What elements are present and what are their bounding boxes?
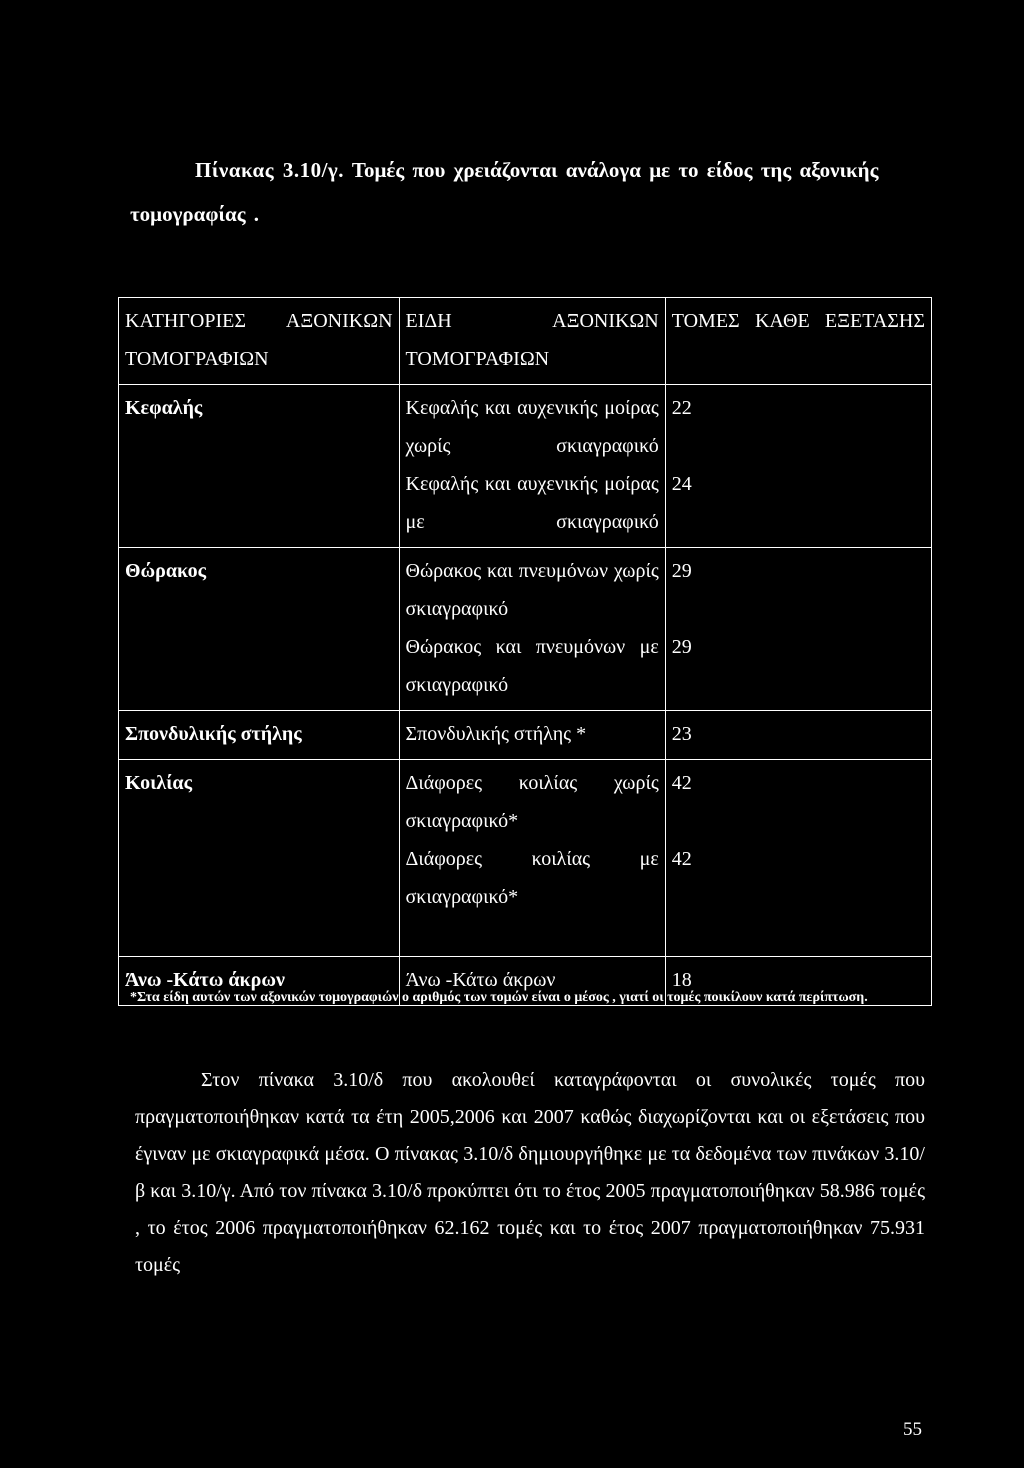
type-item: Θώρακος και πνευμόνων με σκιαγραφικό xyxy=(405,636,659,696)
slices-value: 29 xyxy=(671,636,692,658)
slices-value: 29 xyxy=(671,560,692,582)
caption-label: Πίνακας 3.10/γ. xyxy=(195,158,344,182)
type-item: Κεφαλής και αυχενικής μοίρας χωρίς σκιαγραφικό xyxy=(405,397,659,457)
header-categories: ΚΑΤΗΓΟΡΙΕΣ ΑΞΟΝΙΚΩΝ ΤΟΜΟΓΡΑΦΙΩΝ xyxy=(119,298,400,385)
slices-value: 42 xyxy=(671,848,692,870)
type-item: Διάφορες κοιλίας χωρίς σκιαγραφικό* xyxy=(405,772,659,832)
type-item: Κεφαλής και αυχενικής μοίρας με σκιαγραφικό xyxy=(405,473,659,533)
table-row xyxy=(119,711,932,760)
type-cell: Σπονδυλικής στήλης * xyxy=(399,711,665,760)
slices-cell xyxy=(665,385,931,548)
slices-value: 42 xyxy=(671,772,692,794)
category-cell: Κεφαλής xyxy=(119,385,400,548)
category-cell: Κοιλίας xyxy=(119,760,400,957)
slices-cell xyxy=(665,548,931,711)
table-footnote: *Στα είδη αυτών των αξονικών τομογραφιών ο αριθμός των τομών είναι ο μέσος , γιατί οι τομές ποικίλουν κατά περίπτωση. xyxy=(130,990,868,1005)
table-row xyxy=(119,385,932,548)
category-cell: Σπονδυλικής στήλης xyxy=(119,711,400,760)
body-paragraph: Στον πίνακα 3.10/δ που ακολουθεί καταγράφονται οι συνολικές τομές που πραγματοποιήθηκαν κατά τα έτη 2005,2006 και 2007 καθώς διαχωρίζονται και οι εξετάσεις που έγιναν με σκιαγραφικά μέσα. Ο πίνακας 3.10/δ δημιουργήθηκε με τα δεδομένα των πινάκων 3.10/β και 3.10/γ. Από τον πίνακα 3.10/δ προκύπτει ότι το έτος 2005 πραγματοποιήθηκαν 58.986 τομές , το έτος 2006 πραγματοποιήθηκαν 62.162 τομές και το έτος 2007 πραγματοποιήθηκαν 75.931 τομές xyxy=(135,1069,925,1276)
table-caption xyxy=(130,148,930,236)
slices-value: 24 xyxy=(671,473,692,495)
header-types: ΕΙΔΗ ΑΞΟΝΙΚΩΝ ΤΟΜΟΓΡΑΦΙΩΝ xyxy=(399,298,665,385)
category-cell: Θώρακος xyxy=(119,548,400,711)
caption-text: Τομές που χρειάζονται ανάλογα με το είδος της αξονικής τομογραφίας . xyxy=(130,158,879,226)
table-header-row xyxy=(119,298,932,385)
slices-cell: 23 xyxy=(665,711,931,760)
type-cell xyxy=(399,760,665,957)
type-cell: Άνω -Κάτω άκρων xyxy=(399,957,665,1006)
type-item: Διάφορες κοιλίας με σκιαγραφικό* xyxy=(405,848,659,908)
slices-cell xyxy=(665,760,931,957)
type-cell xyxy=(399,548,665,711)
slices-value: 22 xyxy=(671,397,692,419)
table-row xyxy=(119,548,932,711)
header-slices: ΤΟΜΕΣ ΚΑΘΕ ΕΞΕΤΑΣΗΣ xyxy=(665,298,931,385)
table-row xyxy=(119,760,932,957)
type-cell xyxy=(399,385,665,548)
slices-cell: 18 xyxy=(665,957,931,1006)
slices-table xyxy=(118,297,932,1006)
category-cell: Άνω -Κάτω άκρων xyxy=(119,957,400,1006)
type-item: Θώρακος και πνευμόνων χωρίς σκιαγραφικό xyxy=(405,560,659,620)
page-number: 55 xyxy=(903,1419,922,1440)
